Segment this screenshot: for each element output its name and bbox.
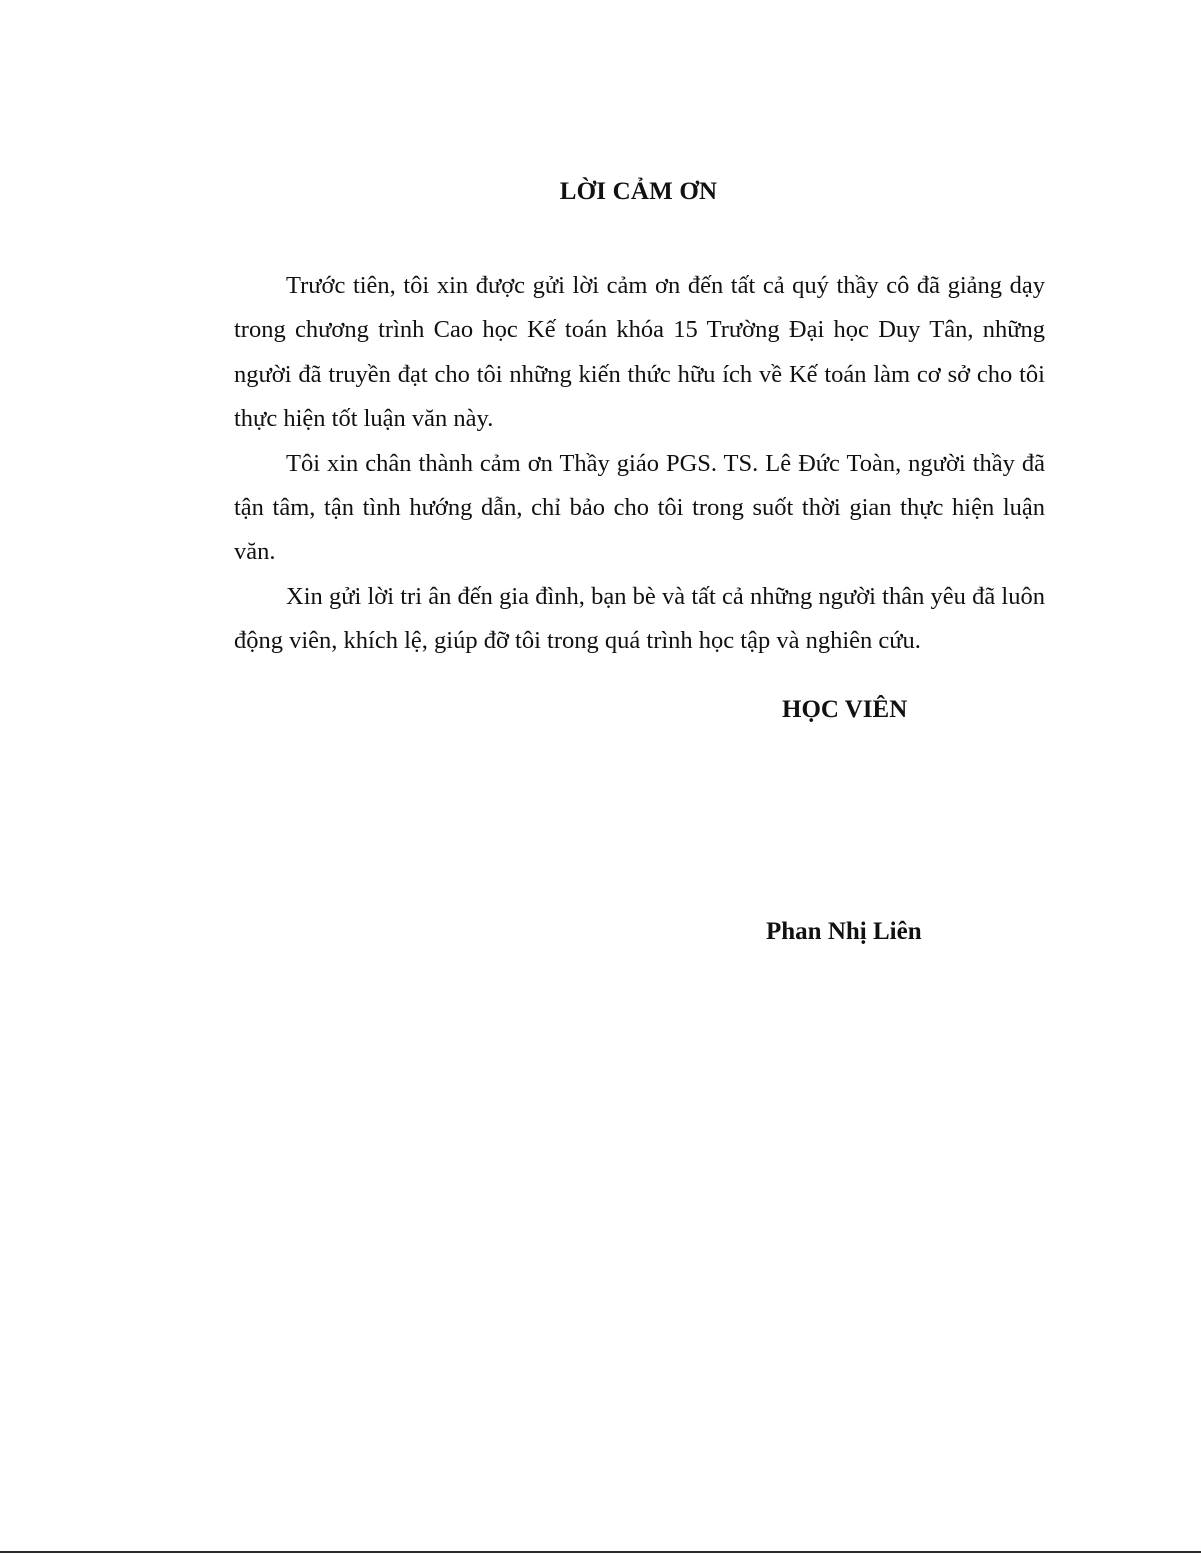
paragraph-3: Xin gửi lời tri ân đến gia đình, bạn bè và tất cả những người thân yêu đã luôn động viên, khích lệ, giúp đỡ tôi trong quá trình học tập và nghiên cứu. — [234, 582, 1045, 655]
signer-role: HỌC VIÊN — [782, 696, 908, 723]
paragraph-1: Trước tiên, tôi xin được gửi lời cảm ơn đến tất cả quý thầy cô đã giảng dạy trong chương trình Cao học Kế toán khóa 15 Trường Đại học Duy Tân, những người đã truyền đạt cho tôi những kiến thức hữu ích về Kế toán làm cơ sở cho tôi thực hiện tốt luận văn này. — [234, 272, 1045, 433]
page-bottom-edge — [0, 1551, 1201, 1553]
acknowledgement-body — [234, 264, 1045, 664]
signer-name: Phan Nhị Liên — [766, 918, 922, 945]
page-title: LỜI CẢM ƠN — [559, 178, 718, 205]
paragraph-2: Tôi xin chân thành cảm ơn Thầy giáo PGS. TS. Lê Đức Toàn, người thầy đã tận tâm, tận tình hướng dẫn, chỉ bảo cho tôi trong suốt thời gian thực hiện luận văn. — [234, 449, 1045, 566]
